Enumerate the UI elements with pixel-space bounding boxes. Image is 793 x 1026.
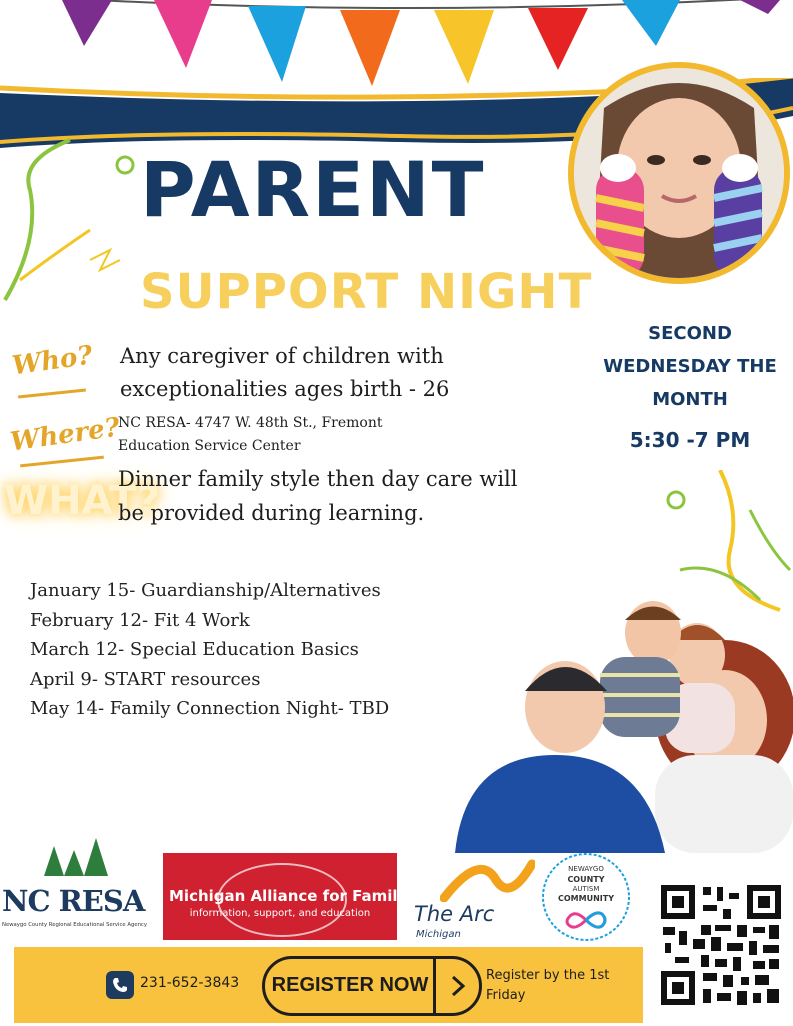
qr-code[interactable] [657, 881, 785, 1009]
phone-icon [106, 971, 134, 999]
chevron-right-icon [448, 974, 468, 998]
autism-line3: AUTISM [572, 885, 600, 893]
autism-line1: NEWAYGO [568, 865, 604, 873]
schedule-item: April 9- START resources [30, 668, 261, 690]
when-line1: SECOND [648, 323, 732, 344]
autism-community-logo [541, 852, 631, 942]
the-arc-logo [410, 858, 535, 944]
infinity-icon [564, 910, 608, 930]
when-time: 5:30 -7 PM [629, 428, 751, 452]
arc-name: The Arc [414, 902, 495, 926]
who-text: Any caregiver of children with exceptionalities ages birth - 26 [120, 344, 450, 401]
register-divider [433, 959, 436, 1013]
schedule-item: February 12- Fit 4 Work [30, 609, 250, 631]
michigan-alliance-logo [163, 853, 422, 940]
autism-line2: COUNTY [567, 875, 605, 884]
ncresa-logo [0, 838, 160, 934]
child-photo [568, 62, 790, 284]
where-underline [20, 456, 104, 468]
where-text-line2: Education Service Center [118, 438, 301, 454]
when-line3: MONTH [652, 389, 728, 410]
register-deadline-note: Register by the 1st Friday [486, 968, 610, 1003]
decorative-streamers [0, 120, 140, 320]
who-underline [18, 388, 86, 398]
ncresa-name: NC RESA [2, 884, 145, 918]
title-parent: PARENT [140, 145, 486, 234]
family-photo [435, 595, 793, 853]
title-support-night: SUPPORT NIGHT [140, 264, 593, 320]
arc-sub: Michigan [416, 929, 461, 940]
what-text: Dinner family style then day care will be provided during learning. [118, 467, 518, 525]
what-label: WHAT? [4, 478, 160, 524]
schedule-item: May 14- Family Connection Night- TBD [30, 698, 390, 719]
register-now-button[interactable] [262, 956, 482, 1016]
alliance-name: Michigan Alliance for Families [169, 887, 422, 905]
schedule-list [30, 576, 389, 724]
schedule-item: January 15- Guardianship/Alternatives [30, 580, 381, 601]
who-label: Who? [10, 340, 95, 382]
phone-number[interactable]: 231-652-3843 [140, 975, 240, 991]
where-label: Where? [8, 412, 122, 458]
schedule-item: March 12- Special Education Basics [30, 639, 359, 660]
where-text-line1: NC RESA- 4747 W. 48th St., Fremont [118, 415, 383, 431]
when-line2: WEDNESDAY THE [603, 356, 777, 377]
autism-line4: COMMUNITY [557, 894, 614, 903]
register-now-label: REGISTER NOW [271, 974, 429, 996]
tree-icon [44, 838, 112, 878]
ncresa-sub: Newaygo County Regional Educational Service Agency [2, 922, 147, 928]
arc-swoosh-icon [440, 858, 535, 902]
alliance-sub: information, support, and education [189, 908, 371, 919]
